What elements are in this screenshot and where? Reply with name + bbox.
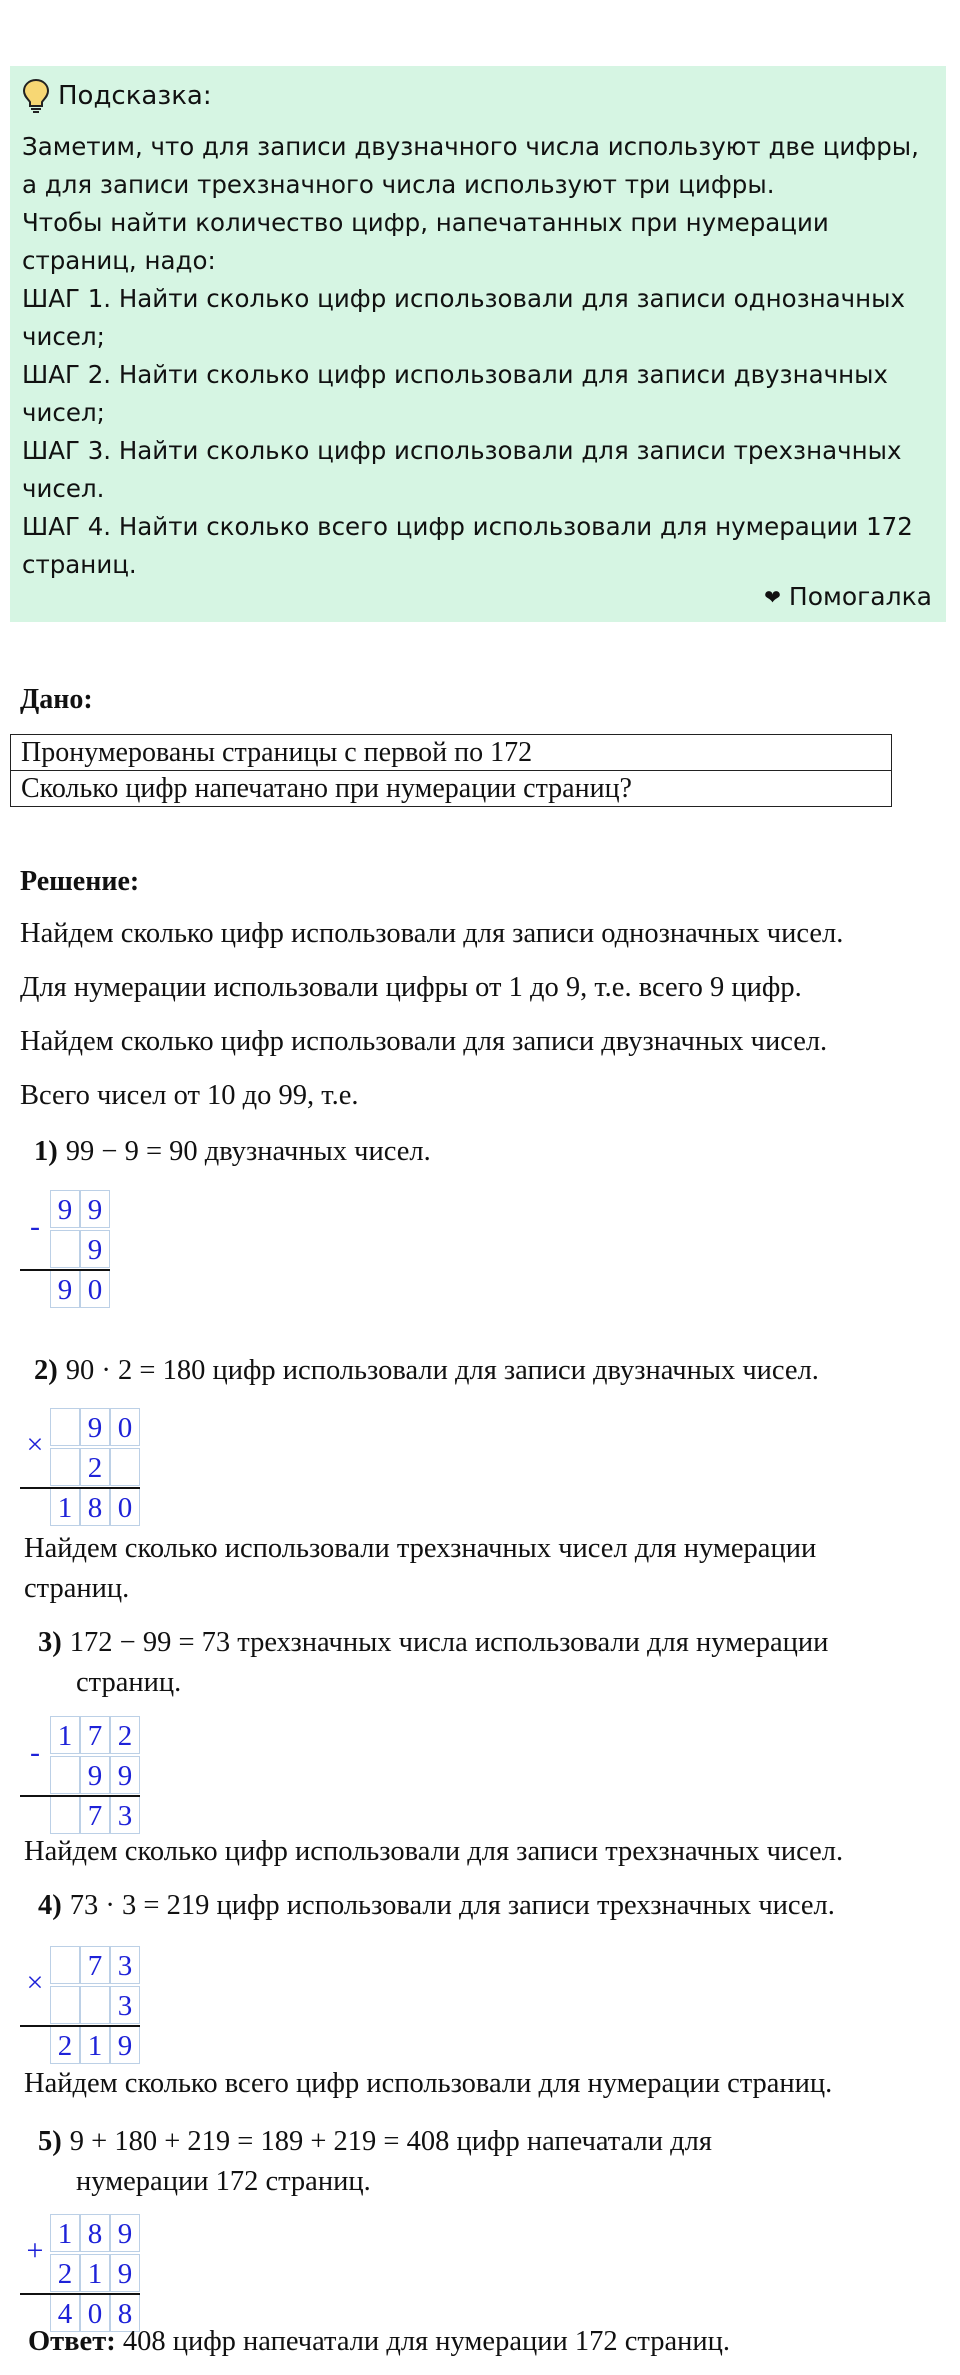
digit-cell: 9 bbox=[50, 1270, 80, 1308]
digit-cell: 1 bbox=[80, 2026, 110, 2064]
digit-cell: 1 bbox=[50, 1488, 80, 1526]
column-calc bbox=[20, 2214, 150, 2334]
note-line: Найдем сколько использовали трехзначных чисел для нумерации bbox=[24, 1533, 817, 1564]
digit-cell: 9 bbox=[110, 2214, 140, 2252]
digit-cell: 3 bbox=[110, 1796, 140, 1834]
digit-cell: 9 bbox=[110, 1756, 140, 1794]
digit-cell: 9 bbox=[110, 2026, 140, 2064]
step-text: цифр использовали для записи двузначных чисел. bbox=[205, 1355, 819, 1386]
digit-cell: 0 bbox=[110, 1488, 140, 1526]
digit-cell: 8 bbox=[80, 1488, 110, 1526]
operator-sign: - bbox=[30, 1210, 40, 1243]
given-label: Дано: bbox=[20, 684, 93, 715]
digit-cell: 2 bbox=[80, 1448, 110, 1486]
digit-cell: 2 bbox=[50, 2026, 80, 2064]
hint-step-text: Найти сколько цифр использовали для записи трехзначных чисел. bbox=[22, 436, 902, 503]
digit-cell: 9 bbox=[80, 1190, 110, 1228]
digit-cell bbox=[50, 1448, 80, 1486]
solution-note: Найдем сколько всего цифр использовали для нумерации страниц. bbox=[24, 2068, 833, 2099]
hint-line: Заметим, что для записи двузначного числа используют две цифры, а для записи трехзначного числа используют три цифры. bbox=[22, 132, 919, 199]
digit-cell bbox=[50, 1408, 80, 1446]
answer bbox=[28, 2326, 730, 2358]
operator-sign: + bbox=[26, 2234, 44, 2267]
answer-label: Ответ: bbox=[28, 2326, 116, 2357]
digit-cell: 1 bbox=[80, 2254, 110, 2292]
digit-cell bbox=[50, 1796, 80, 1834]
digit-cell: 9 bbox=[80, 1756, 110, 1794]
hint-body bbox=[22, 128, 922, 584]
step-number: 1) bbox=[34, 1136, 58, 1167]
digit-cell: 3 bbox=[110, 1946, 140, 1984]
digit-cell bbox=[80, 1986, 110, 2024]
result-line bbox=[20, 2025, 140, 2027]
solution-label: Решение: bbox=[20, 866, 140, 897]
digit-cell: 9 bbox=[80, 1230, 110, 1268]
digit-cell: 7 bbox=[80, 1796, 110, 1834]
step-expression: 172 − 99 = 73 bbox=[69, 1627, 231, 1658]
heart-icon: ❤ bbox=[764, 585, 781, 609]
solution-note: Найдем сколько цифр использовали для записи трехзначных чисел. bbox=[24, 1836, 844, 1867]
digit-cell: 8 bbox=[80, 2214, 110, 2252]
digit-cell bbox=[50, 1946, 80, 1984]
step-number: 5) bbox=[38, 2126, 62, 2157]
step-expression: 99 − 9 = 90 bbox=[65, 1136, 198, 1167]
hint-step-label: ШАГ 3. bbox=[22, 436, 112, 465]
solution-step bbox=[38, 2122, 712, 2202]
digit-cell: 9 bbox=[50, 1190, 80, 1228]
result-line bbox=[20, 1487, 140, 1489]
step-expression: 90 · 2 = 180 bbox=[65, 1355, 206, 1386]
digit-cell: 4 bbox=[50, 2294, 80, 2332]
result-line bbox=[20, 2293, 140, 2295]
step-text: нумерации 172 страниц. bbox=[76, 2166, 371, 2197]
result-line bbox=[20, 1269, 110, 1271]
operator-sign: - bbox=[30, 1736, 40, 1769]
hint-step-text: Найти сколько цифр использовали для записи однозначных чисел; bbox=[22, 284, 905, 351]
solution-step bbox=[38, 1890, 835, 1922]
digit-cell: 1 bbox=[50, 1716, 80, 1754]
solution-step bbox=[38, 1623, 828, 1703]
step-number: 2) bbox=[34, 1355, 58, 1386]
given-row: Сколько цифр напечатано при нумерации страниц? bbox=[11, 771, 892, 807]
hint-footer-label: Помогалка bbox=[788, 582, 932, 611]
digit-cell bbox=[50, 1756, 80, 1794]
lightbulb-icon bbox=[22, 78, 50, 114]
hint-step bbox=[22, 280, 922, 356]
digit-cell: 0 bbox=[80, 1270, 110, 1308]
hint-step-text: Найти сколько цифр использовали для записи двузначных чисел; bbox=[22, 360, 888, 427]
hint-line: Чтобы найти количество цифр, напечатанных при нумерации страниц, надо: bbox=[22, 208, 829, 275]
step-expression: 73 · 3 = 219 bbox=[69, 1890, 210, 1921]
given-row: Пронумерованы страницы с первой по 172 bbox=[11, 735, 892, 771]
digit-cell: 8 bbox=[110, 2294, 140, 2332]
solution-line: Всего чисел от 10 до 99, т.е. bbox=[20, 1080, 359, 1111]
step-text: трехзначных числа использовали для нумерации bbox=[230, 1627, 829, 1658]
digit-cell: 9 bbox=[110, 2254, 140, 2292]
solution-step bbox=[34, 1355, 819, 1387]
solution-step bbox=[34, 1136, 431, 1168]
column-calc bbox=[20, 1408, 133, 1528]
hint-step bbox=[22, 356, 922, 432]
hint-step bbox=[22, 508, 922, 584]
solution-line: Для нумерации использовали цифры от 1 до 9, т.е. всего 9 цифр. bbox=[20, 972, 802, 1003]
digit-cell: 0 bbox=[80, 2294, 110, 2332]
step-text: страниц. bbox=[76, 1667, 182, 1698]
hint-step-label: ШАГ 2. bbox=[22, 360, 112, 389]
hint-step-label: ШАГ 1. bbox=[22, 284, 112, 313]
digit-cell: 3 bbox=[110, 1986, 140, 2024]
operator-sign: × bbox=[26, 1428, 44, 1461]
step-text: цифр использовали для записи трехзначных чисел. bbox=[209, 1890, 835, 1921]
hint-step-text: Найти сколько всего цифр использовали для нумерации 172 страниц. bbox=[22, 512, 913, 579]
column-calc bbox=[20, 1190, 112, 1310]
digit-cell: 9 bbox=[80, 1408, 110, 1446]
hint-title: Подсказка: bbox=[58, 81, 212, 111]
digit-cell bbox=[110, 1448, 140, 1486]
answer-text: 408 цифр напечатали для нумерации 172 страниц. bbox=[115, 2326, 730, 2357]
step-number: 3) bbox=[38, 1627, 62, 1658]
step-text: цифр напечатали для bbox=[449, 2126, 712, 2157]
digit-cell: 7 bbox=[80, 1946, 110, 1984]
note-line: страниц. bbox=[24, 1573, 130, 1604]
result-line bbox=[20, 1795, 140, 1797]
hint-header bbox=[22, 76, 934, 116]
digit-cell: 1 bbox=[50, 2214, 80, 2252]
hint-step-label: ШАГ 4. bbox=[22, 512, 112, 541]
digit-cell: 7 bbox=[80, 1716, 110, 1754]
solution-line: Найдем сколько цифр использовали для записи двузначных чисел. bbox=[20, 1026, 828, 1057]
step-expression: 9 + 180 + 219 = 189 + 219 = 408 bbox=[69, 2126, 450, 2157]
operator-sign: × bbox=[26, 1966, 44, 1999]
digit-cell: 2 bbox=[110, 1716, 140, 1754]
step-text: двузначных чисел. bbox=[197, 1136, 431, 1167]
hint-box bbox=[10, 66, 946, 622]
digit-cell bbox=[50, 1986, 80, 2024]
step-number: 4) bbox=[38, 1890, 62, 1921]
digit-cell bbox=[50, 1230, 80, 1268]
digit-cell: 2 bbox=[50, 2254, 80, 2292]
given-table bbox=[10, 734, 892, 807]
column-calc bbox=[20, 1946, 133, 2066]
digit-cell: 0 bbox=[110, 1408, 140, 1446]
column-calc bbox=[20, 1716, 150, 1836]
solution-note bbox=[24, 1529, 816, 1609]
hint-step bbox=[22, 432, 922, 508]
hint-footer[interactable] bbox=[764, 578, 932, 616]
solution-line: Найдем сколько цифр использовали для записи однозначных чисел. bbox=[20, 918, 844, 949]
